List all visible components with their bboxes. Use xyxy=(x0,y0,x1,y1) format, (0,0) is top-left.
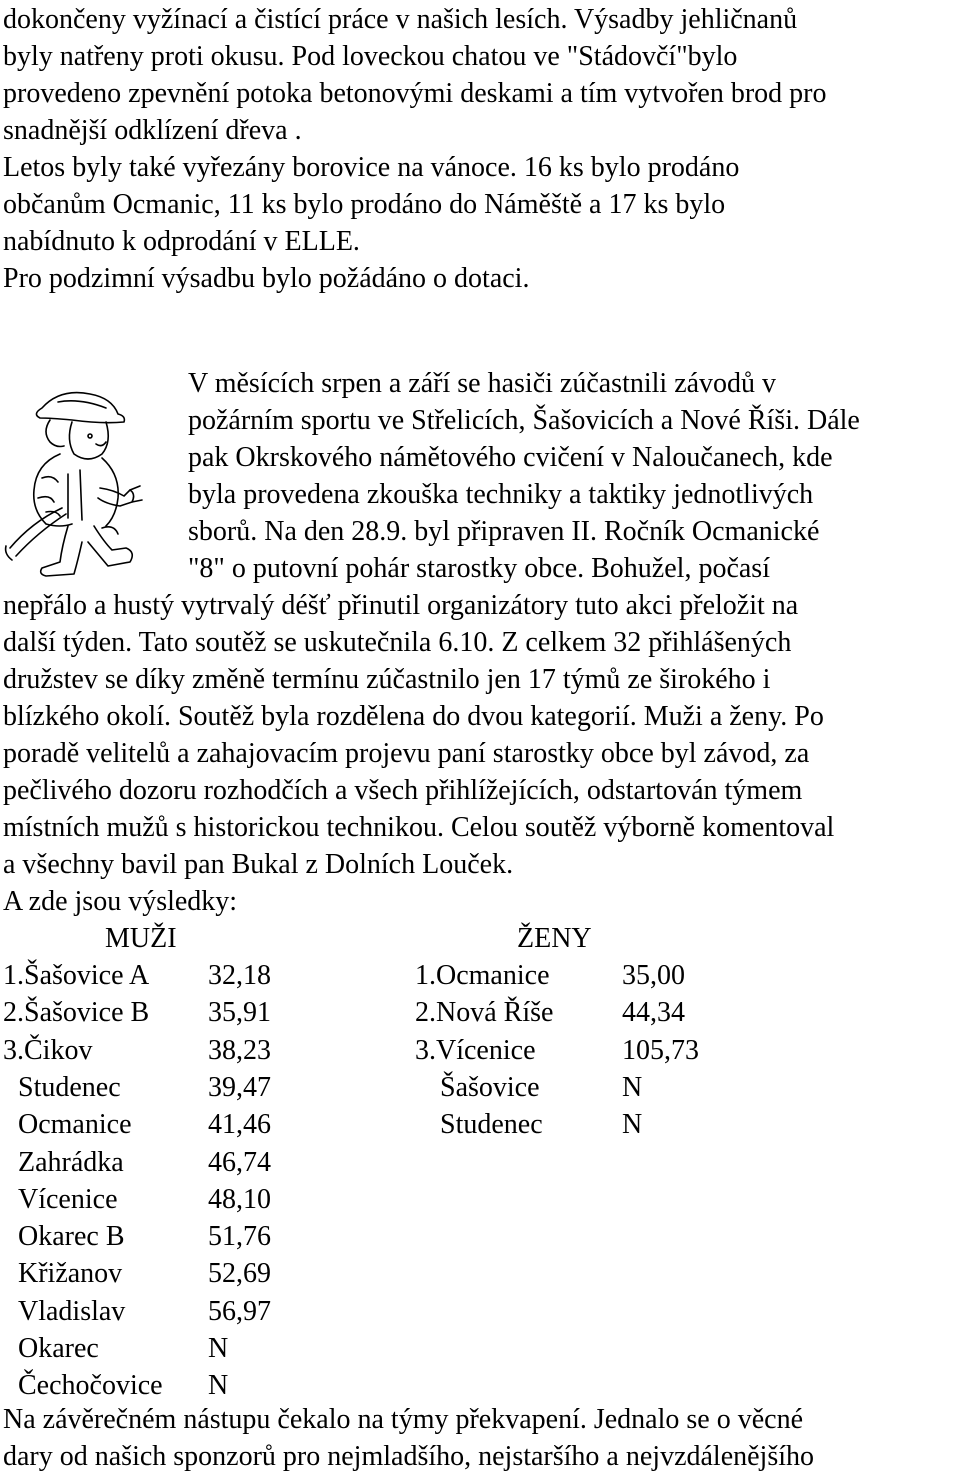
team-time: 39,47 xyxy=(208,1071,271,1103)
team-time: N xyxy=(208,1370,229,1402)
text-line: "8" o putovní pohár starostky obce. Bohužel, počasí xyxy=(188,553,770,584)
team-time: 32,18 xyxy=(208,960,271,991)
text-line: a všechny bavil pan Bukal z Dolních Louček. xyxy=(3,849,514,880)
team-time: 35,91 xyxy=(208,997,271,1029)
text-line: Letos byly také vyřezány borovice na vánoce. 16 ks bylo prodáno xyxy=(3,152,740,183)
text-line: byla provedena zkouška techniky a taktiky jednotlivých xyxy=(188,479,814,510)
team-name: 1.Šašovice A xyxy=(3,960,150,991)
team-name: Vícenice xyxy=(18,1183,118,1215)
text-line: nepřálo a hustý vytrvalý déšť přinutil organizátory tuto akci přeložit na xyxy=(3,590,799,621)
team-name: Křižanov xyxy=(18,1258,123,1290)
text-line: V měsících srpen a září se hasiči zúčastnili závodů v xyxy=(188,368,777,399)
team-name: Čechočovice xyxy=(18,1370,163,1402)
team-name: Studenec xyxy=(440,1109,543,1141)
team-time: 38,23 xyxy=(208,1034,271,1066)
team-time: 51,76 xyxy=(208,1221,271,1253)
team-name: 3.Čikov xyxy=(3,1034,93,1066)
text-line: dokončeny vyžínací a čistící práce v našich lesích. Výsadby jehličnanů xyxy=(3,4,798,35)
team-name: Okarec B xyxy=(18,1221,125,1253)
text-line: pak Okrskového námětového cvičení v Naloučanech, kde xyxy=(188,442,833,473)
team-time: N xyxy=(622,1071,643,1103)
text-line: blízkého okolí. Soutěž byla rozdělena do dvou kategorií. Muži a ženy. Po xyxy=(3,701,824,732)
team-name: Vladislav xyxy=(18,1295,126,1327)
team-time: 44,34 xyxy=(622,997,685,1029)
text-line: Pro podzimní výsadbu bylo požádáno o dotaci. xyxy=(3,263,530,294)
text-line: požárním sportu ve Střelicích, Šašovicích a Nové Říši. Dále xyxy=(188,405,860,436)
text-line: sborů. Na den 28.9. byl připraven II. Ročník Ocmanické xyxy=(188,516,820,547)
team-name: Zahrádka xyxy=(18,1146,124,1178)
team-name: Okarec xyxy=(18,1333,99,1364)
text-line: další týden. Tato soutěž se uskutečnila 6.10. Z celkem 32 přihlášených xyxy=(3,627,792,658)
text-line: Na závěrečném nástupu čekalo na týmy překvapení. Jednalo se o věcné xyxy=(3,1404,803,1435)
team-time: 52,69 xyxy=(208,1258,271,1290)
text-line: nabídnuto k odprodání v ELLE. xyxy=(3,226,360,257)
text-line: snadnější odklízení dřeva . xyxy=(3,115,302,146)
text-line: provedeno zpevnění potoka betonovými deskami a tím vytvořen brod pro xyxy=(3,78,827,109)
team-name: Šašovice xyxy=(440,1071,540,1103)
team-name: Studenec xyxy=(18,1071,121,1103)
team-time: 41,46 xyxy=(208,1109,271,1141)
text-line: dary od našich sponzorů pro nejmladšího, nejstaršího a nejvzdálenějšího xyxy=(3,1441,815,1472)
text-line: poradě velitelů a zahajovacím projevu paní starostky obce byl závod, za xyxy=(3,738,810,769)
team-time: 56,97 xyxy=(208,1295,271,1327)
team-time: 105,73 xyxy=(622,1034,699,1066)
text-line: byly natřeny proti okusu. Pod loveckou chatou ve "Stádovčí"bylo xyxy=(3,41,738,72)
team-time: 35,00 xyxy=(622,960,685,991)
team-time: N xyxy=(208,1333,229,1364)
text-line: občanům Ocmanic, 11 ks bylo prodáno do Náměště a 17 ks bylo xyxy=(3,189,726,220)
women-heading: ŽENY xyxy=(517,923,592,954)
text-line: místních mužů s historickou technikou. Celou soutěž výborně komentoval xyxy=(3,812,835,843)
team-name: 2.Šašovice B xyxy=(3,997,150,1029)
results-intro: A zde jsou výsledky: xyxy=(3,886,238,917)
text-line: družstev se díky změně termínu zúčastnilo jen 17 týmů ze širokého i xyxy=(3,664,771,695)
team-time: 46,74 xyxy=(208,1146,271,1178)
team-name: 1.Ocmanice xyxy=(415,960,550,991)
team-name: 3.Vícenice xyxy=(415,1034,536,1066)
team-name: Ocmanice xyxy=(18,1109,132,1141)
team-name: 2.Nová Říše xyxy=(415,997,554,1029)
men-heading: MUŽI xyxy=(105,923,177,954)
team-time: N xyxy=(622,1109,643,1141)
team-time: 48,10 xyxy=(208,1183,271,1215)
fireman-illustration xyxy=(2,378,178,578)
text-line: pečlivého dozoru rozhodčích a všech přihlížejících, odstartován týmem xyxy=(3,775,803,806)
